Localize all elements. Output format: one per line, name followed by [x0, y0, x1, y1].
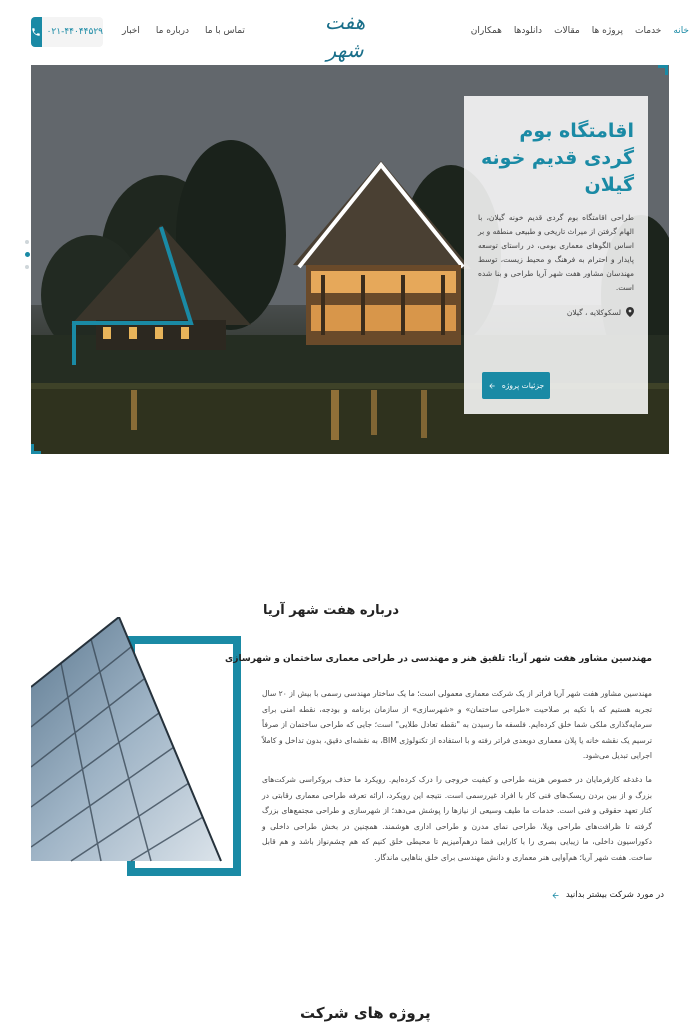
button-label: جزئیات پروژه [501, 381, 545, 390]
about-title: درباره هفت شهر آریا [263, 603, 399, 618]
slider-dot[interactable] [25, 265, 29, 269]
site-header [0, 0, 699, 62]
projects-section-title: پروژه های شرکت [300, 1004, 431, 1022]
project-title: اقامتگاه بوم گردی قدیم خونه گیلان [481, 120, 634, 196]
nav-item-projects[interactable]: پروژه ها [591, 26, 624, 36]
about-image [31, 617, 241, 877]
nav-item-articles[interactable]: مقالات [554, 26, 580, 36]
phone-button[interactable] [31, 17, 103, 47]
project-description: طراحی اقامتگاه بوم گردی قدیم خونه گیلان، با الهام گرفتن از میراث تاریخی و طبیعی منطقه و بر اساس الگوهای معماری بومی، در راستای توسعه پایدار و احترام به فرهنگ و محیط زیست، توسط مهندسان مشاور هفت شهر آریا طراحی و بنا شده است. [477, 213, 634, 292]
nav-item-home[interactable]: خانه [673, 26, 689, 36]
about-more-link[interactable] [551, 890, 664, 900]
nav-item-contact[interactable]: تماس با ما [204, 26, 245, 36]
slider-dot-active[interactable] [25, 252, 30, 257]
arrow-left-icon [551, 891, 560, 900]
nav-item-partners[interactable]: همکاران [470, 26, 502, 36]
about-body [262, 686, 652, 866]
arrow-left-icon [488, 382, 496, 390]
site-logo[interactable] [312, 8, 378, 62]
hero-corner-bottom-left [31, 444, 41, 454]
main-nav [471, 26, 689, 36]
secondary-nav [122, 26, 245, 36]
phone-icon [31, 17, 42, 47]
hero-corner-top-right [658, 65, 668, 75]
nav-item-downloads[interactable]: دانلودها [513, 26, 543, 36]
about-paragraph-2: ما دغدغه کارفرمایان در خصوص هزینه طراحی و کیفیت خروجی را درک کرده‌ایم. رویکرد ما حذف بروکراسی شرکت‌های بزرگ و از بین بردن ریسک‌های فنی کار با افراد غیررسمی است. نتیجه این رویکرد، ارائه تعرفه طراحی معماری رقابتی در کنار تعهد حقوقی و فنی است. خدمات ما طیف وسیعی از نیازها را پوشش می‌دهد؛ از شهرسازی و طراحی مجتمع‌های بزرگ گرفته تا ظرافت‌های طراحی ویلا، طراحی نمای مدرن و طراحی اداری هوشمند. همچنین در بخش طراحی داخلی و دکوراسیون داخلی، ما زیبایی بصری را با کارایی فضا درهم‌آمیزیم تا محیطی خلق کنیم که هم چشم‌نواز باشد و هم قابل ساخت. هفت شهر آریا؛ هم‌آوایی هنر معماری و دانش مهندسی برای خلق بناهایی ماندگار. [262, 774, 652, 862]
more-link-label: در مورد شرکت بیشتر بدانید [565, 890, 664, 900]
location-pin-icon [626, 307, 634, 317]
project-location [478, 307, 634, 317]
about-paragraph-1: مهندسین مشاور هفت شهر آریا فراتر از یک شرکت معماری معمولی است؛ ما یک ساختار مهندسی رسمی با بیش از ۲۰ سال تجربه هستیم که با تکیه بر صلاحیت «طراحی ساختمان» و «شهرسازی» از سازمان برنامه و بودجه، نقطه امنی برای سرمایه‌گذاری ملکی شما خلق کرده‌ایم. فلسفه ما رسیدن به "نقطه تعادل طلایی" است؛ جایی که طراحی ساختمان از صرفاً ترسیم یک نقشه خانه یا پلان معماری دوبعدی فراتر رفته و با استفاده از تکنولوژی BIM، به نقشه‌ای دقیق، بدون تداخل و کاملاً اجرایی تبدیل می‌شود. [262, 689, 653, 761]
logo-mark: هفت شهر [324, 10, 366, 62]
location-text: لسکوکلایه ، گیلان [566, 307, 621, 317]
nav-item-services[interactable]: خدمات [635, 26, 662, 36]
nav-item-about[interactable]: درباره ما [155, 26, 189, 36]
project-details-button[interactable] [482, 372, 550, 399]
slider-dot[interactable] [25, 240, 29, 244]
project-card [464, 96, 648, 414]
about-subtitle: مهندسین مشاور هفت شهر آریا: تلفیق هنر و مهندسی در طراحی معماری ساختمان و شهرسازی [225, 654, 652, 664]
nav-item-news[interactable]: اخبار [122, 26, 140, 36]
phone-number: ۰۲۱-۴۴۰۴۴۵۲۹ [46, 27, 103, 37]
slider-dots [25, 240, 30, 269]
